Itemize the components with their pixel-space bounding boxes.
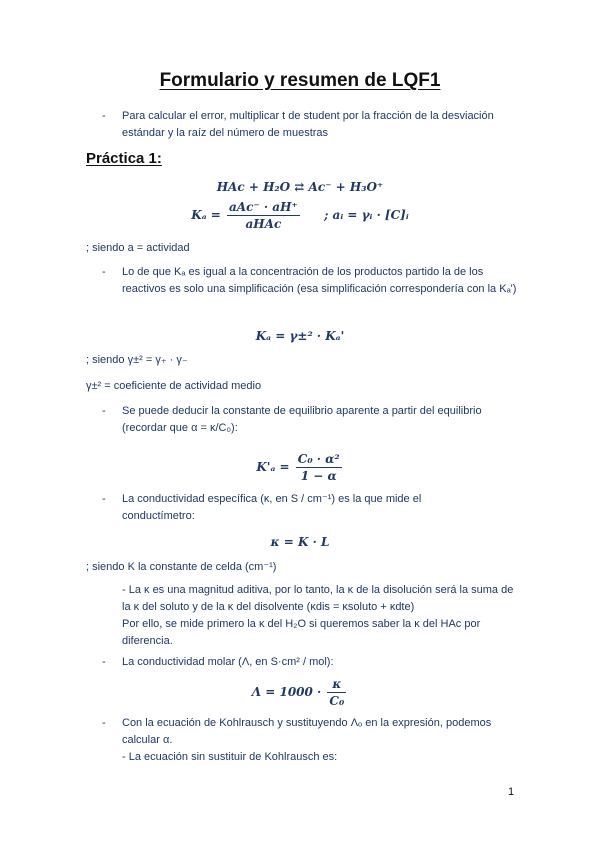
equation-lambda-lhs: Λ = 1000 ·: [251, 685, 322, 699]
note-actividad: ; siendo a = actividad: [86, 242, 190, 254]
equation-kprime: [0, 452, 600, 483]
equation-lambda: [0, 677, 600, 708]
page-title: Formulario y resumen de LQF1: [159, 70, 441, 91]
equation-reaction: HAc + H₂O ⇄ Ac⁻ + H₃O⁺: [216, 180, 384, 194]
equation-ka-numerator: aAc⁻ · aH⁺: [229, 200, 298, 214]
equation-lambda-numerator: κ: [327, 677, 346, 693]
bullet-molar-text: La conductividad molar (Λ, en S·cm² / mol):: [122, 656, 334, 668]
bullet-kohlrausch: - Con la ecuación de Kohlrausch y sustituyendo Λₒ en la expresión, podemos calcular α. - La ecuación sin sustituir de Kohlrausch es:: [102, 717, 492, 763]
equation-kprime-lhs: K'ₐ =: [256, 460, 290, 474]
page-number: 1: [508, 786, 515, 798]
equation-ai: ; aᵢ = γᵢ · [C]ᵢ: [323, 208, 409, 222]
equation-lambda-denominator: C₀: [329, 694, 345, 708]
equation-kappa: κ = K · L: [270, 535, 330, 549]
bullet-aditiva-text-2: Por ello, se mide primero la κ del H₂O si queremos saber la κ del HAc por diferencia.: [122, 618, 481, 647]
bullet-ka: - Lo de que Kₐ es igual a la concentración de los productos partido la de los reactivos es solo una simplificación (esa simplificación correspondería con la Kₐ'): [102, 266, 517, 295]
equation-kprime-fraction: [296, 452, 342, 483]
bullet-kohlrausch-text: Con la ecuación de Kohlrausch y sustituyendo Λₒ en la expresión, podemos calcular α.: [122, 717, 492, 746]
note-gamma: ; siendo γ±² = γ₊ · γ₋: [86, 354, 188, 366]
equation-ka-gamma: Kₐ = γ±² · Kₐ': [255, 329, 345, 343]
equation-ka-denominator: aHAc: [245, 217, 282, 231]
equation-ka: [0, 200, 600, 231]
bullet-constante-text: Se puede deducir la constante de equilibrio aparente a partir del equilibrio (recordar que α = κ/C₀):: [122, 405, 482, 434]
intro-bullet-text: Para calcular el error, multiplicar t de student por la fracción de la desviación estándar y la raíz del número de muestras: [122, 110, 494, 139]
intro-bullet: - Para calcular el error, multiplicar t de student por la fracción de la desviación estándar y la raíz del número de muestras: [102, 110, 494, 139]
note-coeficiente: γ±² = coeficiente de actividad medio: [86, 380, 262, 392]
equation-kprime-numerator: C₀ · α²: [297, 452, 340, 466]
bullet-conductividad: - La conductividad específica (κ, en S / cm⁻¹) es la que mide el conductímetro:: [102, 493, 422, 522]
bullet-conductividad-text: La conductividad específica (κ, en S / cm⁻¹) es la que mide el conductímetro:: [122, 493, 422, 522]
bullet-kohlrausch-sub: - La ecuación sin sustituir de Kohlrausch es:: [122, 751, 338, 763]
note-celda: ; siendo K la constante de celda (cm⁻¹): [86, 561, 277, 573]
equation-ka-fraction: [227, 200, 300, 231]
equation-lambda-fraction: [327, 677, 346, 708]
bullet-aditiva-text-1: - La κ es una magnitud aditiva, por lo tanto, la κ de la disolución será la suma de la κ del soluto y de la κ del disolvente (κdis = κsoluto + κdte): [122, 584, 514, 613]
equation-ka-lhs: Kₐ =: [191, 208, 221, 222]
bullet-aditiva: [122, 582, 520, 650]
section-title: Práctica 1:: [86, 150, 162, 167]
bullet-ka-text: Lo de que Kₐ es igual a la concentración de los productos partido la de los reactivos es solo una simplificación (esa simplificación correspondería con la Kₐ'): [122, 266, 517, 295]
bullet-molar: - La conductividad molar (Λ, en S·cm² / mol):: [102, 656, 334, 668]
equation-kprime-denominator: 1 − α: [300, 469, 337, 483]
bullet-constante: - Se puede deducir la constante de equilibrio aparente a partir del equilibrio (recordar que α = κ/C₀):: [102, 405, 482, 434]
